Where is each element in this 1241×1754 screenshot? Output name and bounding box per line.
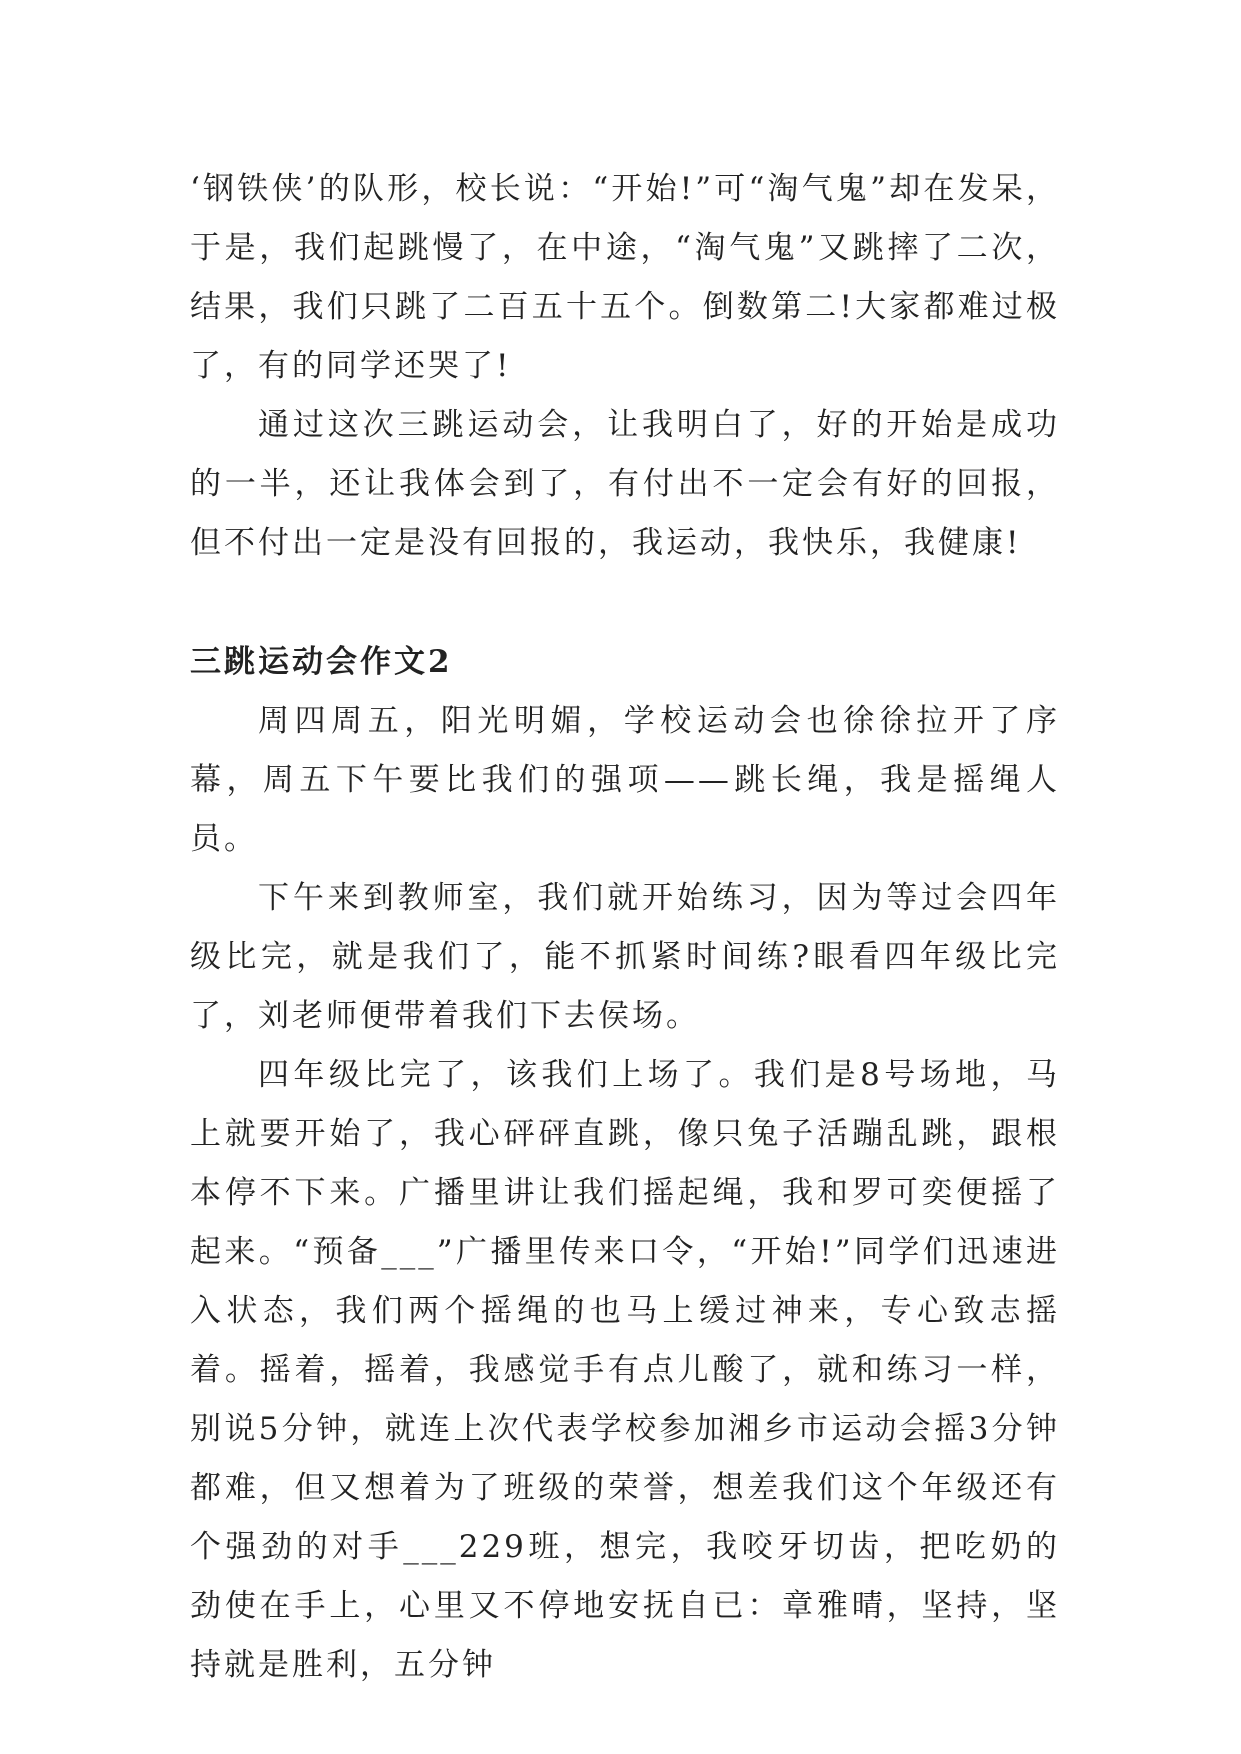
paragraph-2: 下午来到教师室，我们就开始练习，因为等过会四年级比完，就是我们了，能不抓紧时间练?眼看四年级比完了，刘老师便带着我们下去侯场。 <box>190 880 1060 1034</box>
paragraph-1: 周四周五，阳光明媚，学校运动会也徐徐拉开了序幕，周五下午要比我们的强项——跳长绳，我是摇绳人员。 <box>190 703 1060 857</box>
document-body <box>190 160 1060 1695</box>
essay-heading: 三跳运动会作文2 <box>190 644 453 680</box>
paragraph-3: 四年级比完了，该我们上场了。我们是8号场地，马上就要开始了，我心砰砰直跳，像只兔子活蹦乱跳，跟根本停不下来。广播里讲让我们摇起绳，我和罗可奕便摇了起来。“预备___”广播里传来口令，“开始!”同学们迅速进入状态，我们两个摇绳的也马上缓过神来，专心致志摇着。摇着，摇着，我感觉手有点儿酸了，就和练习一样，别说5分钟，就连上次代表学校参加湘乡市运动会摇3分钟都难，但又想着为了班级的荣誉，想差我们这个年级还有个强劲的对手___229班，想完，我咬牙切齿，把吃奶的劲使在手上，心里又不停地安抚自已：章雅晴，坚持，坚持就是胜利，五分钟 <box>190 1057 1060 1683</box>
paragraph-continued: ‘钢铁侠’的队形，校长说：“开始!”可“淘气鬼”却在发呆，于是，我们起跳慢了，在中途，“淘气鬼”又跳摔了二次，结果，我们只跳了二百五十五个。倒数第二!大家都难过极了，有的同学还哭了! <box>190 171 1060 384</box>
paragraph-conclusion: 通过这次三跳运动会，让我明白了，好的开始是成功的一半，还让我体会到了，有付出不一定会有好的回报，但不付出一定是没有回报的，我运动，我快乐，我健康! <box>190 407 1060 561</box>
